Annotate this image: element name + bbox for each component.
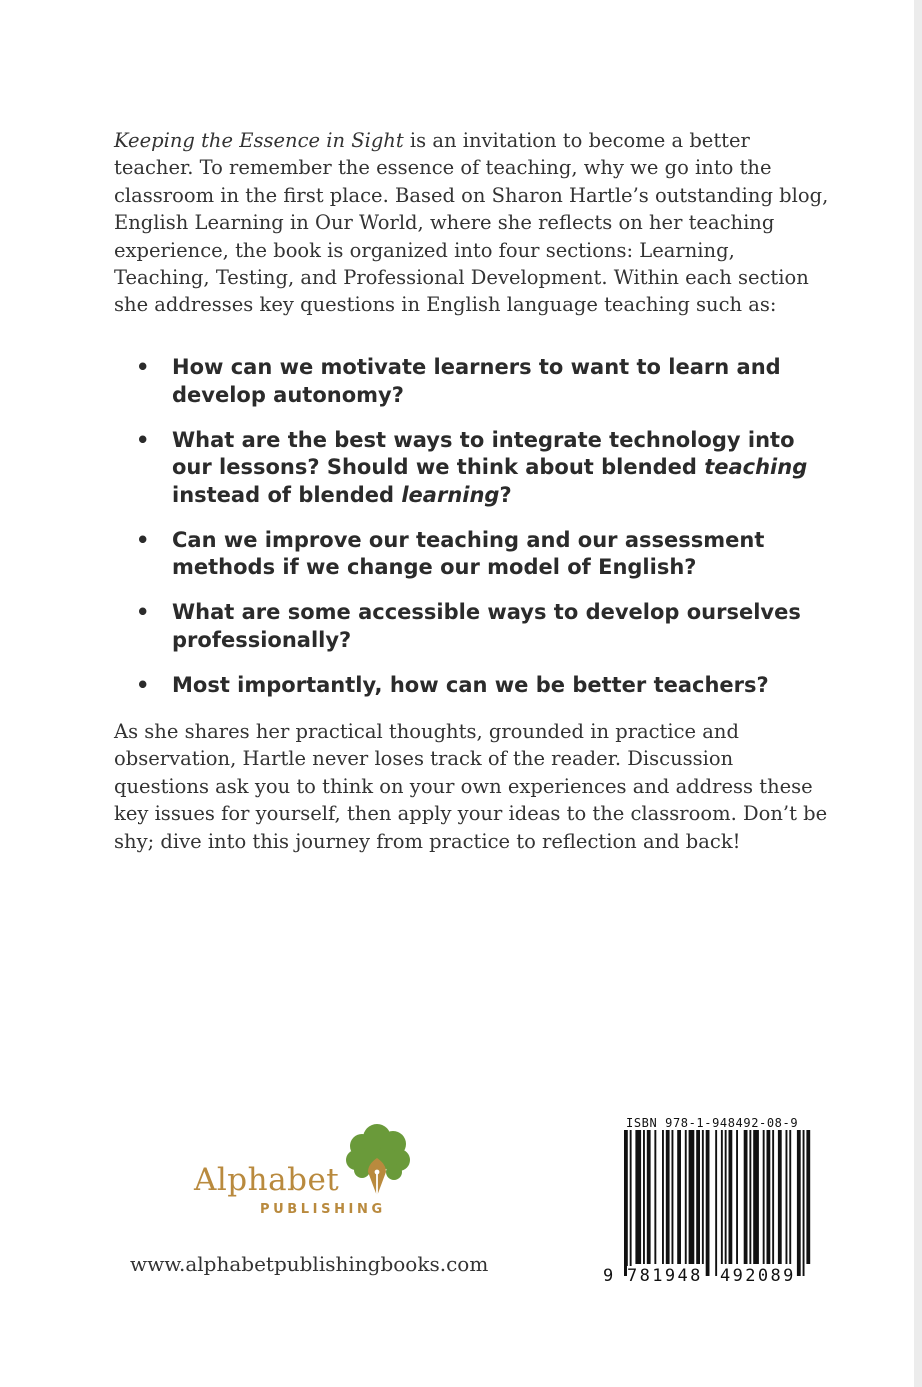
barcode-bar — [624, 1130, 628, 1276]
barcode-digit-first: 9 — [603, 1266, 614, 1286]
bullet: • — [136, 600, 150, 624]
isbn-label: ISBN 978-1-948492-08-9 — [626, 1116, 799, 1130]
barcode-bar — [778, 1130, 782, 1264]
barcode-bar — [767, 1130, 771, 1264]
barcode-bar — [666, 1130, 670, 1264]
list-item — [114, 427, 834, 510]
publisher-subtitle: PUBLISHING — [260, 1202, 386, 1217]
question-text: What are some accessible ways to develop ourselves professionally? — [172, 600, 801, 652]
barcode-bar — [753, 1130, 759, 1264]
barcode-bar — [643, 1130, 645, 1264]
barcode-bar — [662, 1130, 664, 1264]
barcode-bar — [725, 1130, 727, 1264]
list-item — [114, 599, 834, 654]
barcode-digits-right: 492089 — [720, 1266, 796, 1286]
barcode-bar — [789, 1130, 791, 1264]
bullet: • — [136, 355, 150, 379]
closing-paragraph: As she shares her practical thoughts, grounded in practice and observation, Hartle never loses track of the reader. Discussion questions ask you to think on your own experiences and address these key issues for yourself, then apply your ideas to the classroom. Don’t be shy; dive into this journey from practice to reflection and back! — [114, 720, 828, 853]
question-text: ? — [499, 482, 512, 507]
publisher-name: Alphabet — [194, 1162, 340, 1198]
barcode-bar — [647, 1130, 651, 1264]
list-item — [114, 672, 834, 700]
emphasis-teaching: teaching — [704, 455, 808, 479]
barcode-bar — [715, 1130, 717, 1276]
barcode-digits-left: 781948 — [627, 1266, 703, 1286]
barcode-bar — [736, 1130, 738, 1264]
barcode-bar — [630, 1130, 632, 1276]
bullet: • — [136, 672, 150, 697]
barcode-bar — [763, 1130, 765, 1264]
barcode-bar — [635, 1130, 641, 1264]
bullet: • — [136, 427, 150, 452]
barcode-bar — [721, 1130, 723, 1264]
tree-pen-icon — [342, 1122, 412, 1200]
list-item — [114, 354, 834, 409]
barcode-bar — [654, 1130, 656, 1264]
question-text: instead of blended — [172, 482, 402, 507]
intro-text: is an invitation to become a better teacher. To remember the essence of teaching, why we go into the classroom in the first place. Based on Sharon Hartle’s outstanding blog, English Learning in Our World, where she reflects on her teaching experience, the book is organized into four sections: Learning, Teaching, Testing, and Professional Development. Within each section she addresses key questions in English language teaching such as: — [114, 129, 829, 317]
bullet: • — [136, 527, 150, 552]
intro-paragraph — [114, 127, 834, 319]
barcode-bar — [772, 1130, 774, 1264]
question-text: Most importantly, how can we be better teachers? — [172, 672, 769, 697]
barcode-bar — [797, 1130, 801, 1276]
question-text: What are the best ways to integrate technology into our lessons? Should we think about blended — [172, 427, 795, 479]
barcode-bar — [803, 1130, 805, 1276]
key-questions-list — [114, 354, 834, 717]
barcode-bar — [672, 1130, 674, 1264]
book-title: Keeping the Essence in Sight — [114, 129, 404, 152]
barcode-bar — [677, 1130, 681, 1264]
barcode-bar — [706, 1130, 710, 1276]
isbn-barcode — [618, 1130, 816, 1276]
publisher-logo — [192, 1122, 420, 1226]
emphasis-learning: learning — [401, 482, 500, 507]
publisher-website: www.alphabetpublishingbooks.com — [130, 1252, 489, 1276]
barcode-bar — [696, 1130, 700, 1264]
barcode-bar — [749, 1130, 751, 1264]
question-text: How can we motivate learners to want to learn and develop autonomy? — [172, 355, 781, 407]
barcode-bar — [685, 1130, 687, 1264]
barcode-bar — [702, 1130, 704, 1264]
barcode-bar — [744, 1130, 748, 1264]
list-item — [114, 527, 834, 582]
barcode-bar — [806, 1130, 810, 1264]
barcode-bar — [786, 1130, 788, 1264]
question-text: Can we improve our teaching and our assessment methods if we change our model of English? — [172, 527, 765, 579]
barcode-bar — [729, 1130, 733, 1264]
page-edge — [914, 0, 922, 1387]
barcode-bar — [689, 1130, 695, 1264]
